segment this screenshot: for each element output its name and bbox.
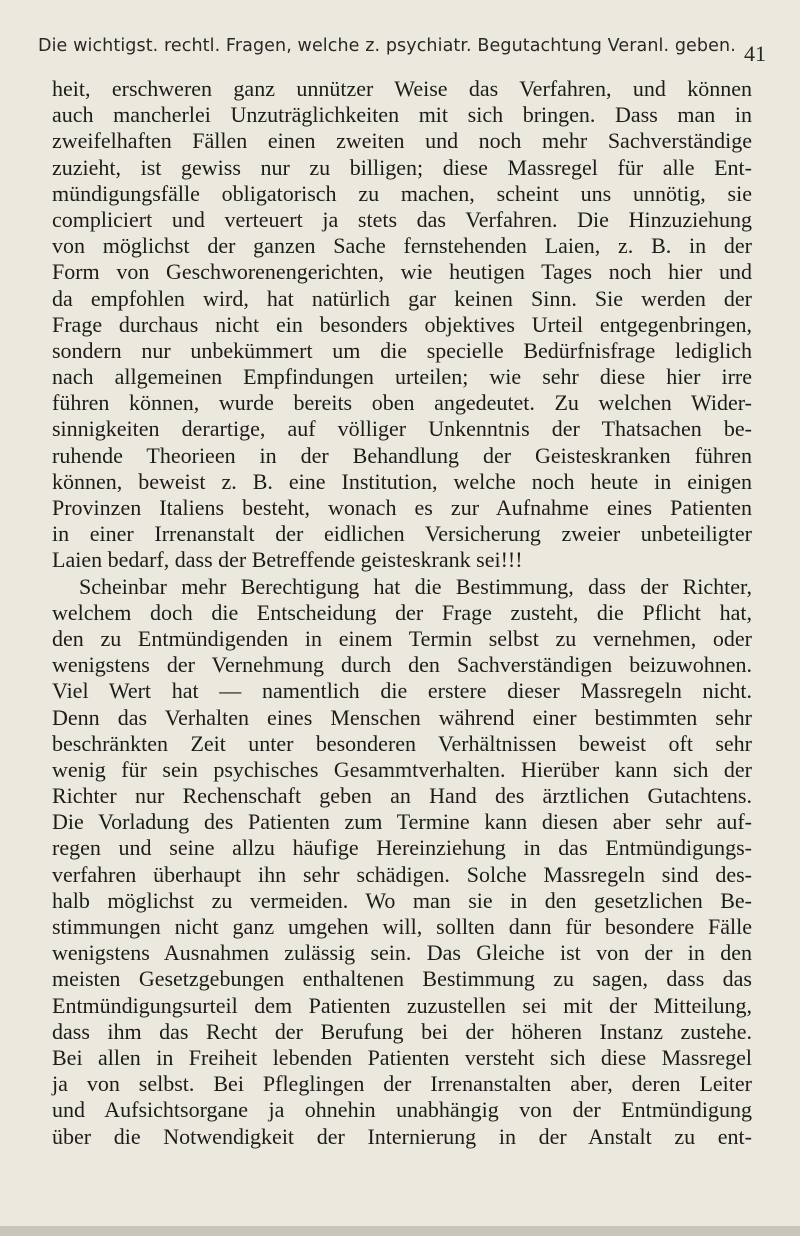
text-line: wenigstens der Vernehmung durch den Sachverständigen beizuwohnen. <box>52 652 752 678</box>
text-line: wenig für sein psychisches Gesammtverhalten. Hierüber kann sich der <box>52 756 752 782</box>
text-line: den zu Entmündigenden in einem Termin selbst zu vernehmen, oder <box>52 625 752 651</box>
text-line: verfahren überhaupt ihn sehr schädigen. Solche Massregeln sind des- <box>52 861 752 887</box>
text-line: heit, erschweren ganz unnützer Weise das Verfahren, und können <box>52 76 752 101</box>
text-line: sondern nur unbekümmert um die specielle Bedürfnisfrage lediglich <box>52 337 752 363</box>
text-line: beschränkten Zeit unter besonderen Verhältnissen beweist oft sehr <box>52 730 752 756</box>
running-title: Die wichtigst. rechtl. Fragen, welche z. psychiatr. Begutachtung Veranl. geben. <box>38 36 736 56</box>
text-line: wenigstens Ausnahmen zulässig sein. Das Gleiche ist von der in den <box>52 940 752 966</box>
text-line: Viel Wert hat — namentlich die erstere dieser Massregeln nicht. <box>52 678 752 704</box>
text-line: ja von selbst. Bei Pfleglingen der Irrenanstalten aber, deren Leiter <box>52 1071 752 1097</box>
text-line: über die Notwendigkeit der Internierung in der Anstalt zu ent- <box>52 1123 752 1149</box>
text-line: führen können, wurde bereits oben angedeutet. Zu welchen Wider- <box>52 390 752 416</box>
text-line: von möglichst der ganzen Sache fernstehenden Laien, z. B. in der <box>52 233 752 259</box>
text-line: stimmungen nicht ganz umgehen will, sollten dann für besondere Fälle <box>52 914 752 939</box>
text-line: halb möglichst zu vermeiden. Wo man sie in den gesetzlichen Be- <box>52 887 752 913</box>
text-line: Die Vorladung des Patienten zum Termine kann diesen aber sehr auf- <box>52 809 752 835</box>
text-line: Scheinbar mehr Berechtigung hat die Bestimmung, dass der Richter, <box>79 573 752 599</box>
text-line: regen und seine allzu häufige Hereinziehung in das Entmündigungs- <box>52 835 752 861</box>
text-line: zuzieht, ist gewiss nur zu billigen; diese Massregel für alle Ent- <box>52 154 752 180</box>
text-line: zweifelhaften Fällen einen zweiten und noch mehr Sachverständige <box>52 128 752 154</box>
text-line: Laien bedarf, dass der Betreffende geisteskrank sei!!! <box>52 547 523 573</box>
text-line: in einer Irrenanstalt der eidlichen Versicherung zweier unbeteiligter <box>52 521 752 547</box>
text-line: compliciert und verteuert ja stets das Verfahren. Die Hinzuziehung <box>52 206 752 232</box>
page-number: 41 <box>744 41 766 66</box>
text-line: mündigungsfälle obligatorisch zu machen, scheint uns unnötig, sie <box>52 180 752 206</box>
text-line: auch mancherlei Unzuträglichkeiten mit sich bringen. Dass man in <box>52 102 752 128</box>
text-line: Entmündigungsurteil dem Patienten zuzustellen sei mit der Mitteilung, <box>52 992 752 1018</box>
text-line: Richter nur Rechenschaft geben an Hand des ärztlichen Gutachtens. <box>52 783 752 809</box>
text-line: sinnigkeiten derartige, auf völliger Unkenntnis der Thatsachen be- <box>52 416 752 442</box>
page-bottom-edge <box>0 1226 800 1236</box>
text-line: Bei allen in Freiheit lebenden Patienten versteht sich diese Massregel <box>52 1044 752 1070</box>
text-line: Frage durchaus nicht ein besonders objektives Urteil entgegenbringen, <box>52 311 752 337</box>
text-line: nach allgemeinen Empfindungen urteilen; wie sehr diese hier irre <box>52 364 752 390</box>
text-line: Form von Geschworenengerichten, wie heutigen Tages noch hier und <box>52 259 752 285</box>
text-line: Denn das Verhalten eines Menschen während einer bestimmten sehr <box>52 704 752 730</box>
text-line: ruhende Theorieen in der Behandlung der Geisteskranken führen <box>52 442 752 468</box>
text-line: Provinzen Italiens besteht, wonach es zur Aufnahme eines Patienten <box>52 495 752 520</box>
text-line: dass ihm das Recht der Berufung bei der höheren Instanz zustehe. <box>52 1018 752 1044</box>
body-text <box>52 76 752 1150</box>
text-line: welchem doch die Entscheidung der Frage zusteht, die Pflicht hat, <box>52 599 752 625</box>
text-line: und Aufsichtsorgane ja ohnehin unabhängig von der Entmündigung <box>52 1097 752 1123</box>
text-line: meisten Gesetzgebungen enthaltenen Bestimmung zu sagen, dass das <box>52 966 752 992</box>
text-line: da empfohlen wird, hat natürlich gar keinen Sinn. Sie werden der <box>52 285 752 311</box>
text-line: können, beweist z. B. eine Institution, welche noch heute in einigen <box>52 468 752 494</box>
